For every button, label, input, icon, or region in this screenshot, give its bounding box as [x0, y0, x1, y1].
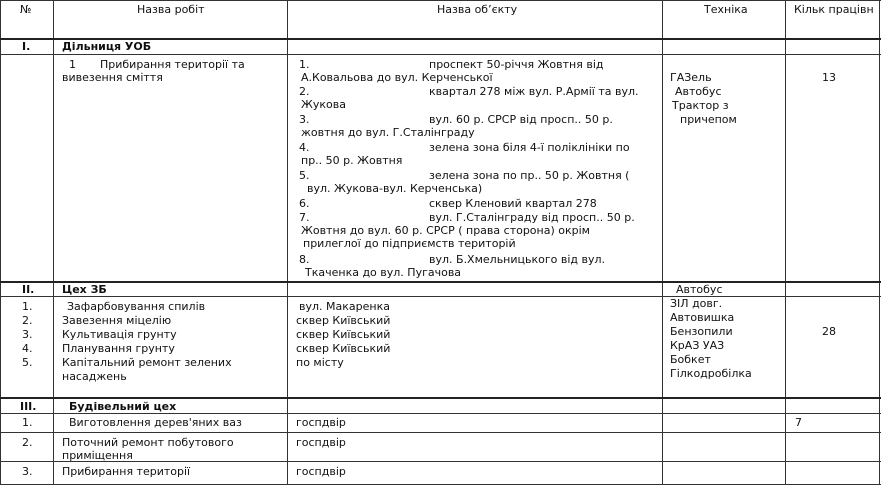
object-item: [299, 113, 639, 139]
object-text: сквер Київський: [296, 314, 391, 327]
header-work: Назва робіт: [137, 3, 205, 16]
tech-item: Гілкодробілка: [670, 367, 752, 380]
tech-item: Бобкет: [670, 353, 711, 366]
work-name: Поточний ремонт побутового: [62, 436, 234, 449]
object-number: 1.: [299, 58, 310, 71]
header-no: №: [20, 3, 32, 16]
work-name: насаджень: [62, 370, 127, 383]
object-item: [299, 58, 639, 84]
row-divider: [0, 0, 881, 1]
object-number: 8.: [299, 253, 310, 266]
object-number: 7.: [299, 211, 310, 224]
tech-item: Трактор з: [672, 99, 729, 112]
tech-item: ГАЗель: [670, 71, 712, 84]
object-text: вул. Г.Сталінграду від просп.. 50 р.: [429, 211, 635, 224]
object-text: зелена зона по пр.. 50 р. Жовтня (: [429, 169, 630, 182]
workers-count: 28: [822, 325, 836, 338]
object-item: [299, 197, 639, 210]
work-name: Зафарбовування спилів: [67, 300, 206, 313]
work-name: вивезення сміття: [62, 71, 163, 84]
work-name: Прибирання території: [62, 465, 191, 478]
row-number: 3.: [22, 328, 33, 341]
work-name: Завезення міцелію: [62, 314, 172, 327]
object-text: госпдвір: [296, 465, 346, 478]
row-number: 2.: [22, 436, 33, 449]
work-name: Виготовлення дерев'яних ваз: [69, 416, 242, 429]
section-number: ІІ.: [22, 283, 35, 296]
object-text: сквер Київський: [296, 328, 391, 341]
section-number: ІІІ.: [20, 400, 37, 413]
object-text: по місту: [296, 356, 344, 369]
row-number: 1.: [22, 300, 33, 313]
row-number: 2.: [22, 314, 33, 327]
row-divider: [0, 397, 881, 399]
row-number: 1.: [22, 416, 33, 429]
tech-item: Автовишка: [670, 311, 735, 324]
section-title: Будівельний цех: [69, 400, 177, 413]
section-title: Цех ЗБ: [62, 283, 107, 296]
object-number: 2.: [299, 85, 310, 98]
tech-item: КрАЗ УАЗ: [670, 339, 725, 352]
object-text: квартал 278 між вул. Р.Армії та вул.: [429, 85, 639, 98]
object-item: [299, 85, 639, 111]
object-text: проспект 50-річчя Жовтня від: [429, 58, 604, 71]
object-text: госпдвір: [296, 416, 346, 429]
object-item: [299, 211, 639, 250]
object-text: сквер Київський: [296, 342, 391, 355]
row-number: 3.: [22, 465, 33, 478]
row-number: 5.: [22, 356, 33, 369]
work-name: Планування грунту: [62, 342, 175, 355]
header-object: Назва об’єкту: [437, 3, 518, 16]
header-tech: Техніка: [704, 3, 748, 16]
object-number: 6.: [299, 197, 310, 210]
object-text: сквер Кленовий квартал 278: [429, 197, 597, 210]
object-text: зелена зона біля 4-ї поліклініки по: [429, 141, 630, 154]
tech-item: причепом: [680, 113, 737, 126]
work-number: 1: [69, 58, 76, 71]
object-text: вул. Б.Хмельницького від вул.: [429, 253, 606, 266]
tech-item: Бензопили: [670, 325, 733, 338]
tech-item: ЗІЛ довг.: [670, 297, 723, 310]
workers-count: 13: [822, 71, 836, 84]
object-text: жовтня до вул. Г.Сталінграду: [301, 126, 475, 139]
header-workers: Кільк працівн: [794, 3, 874, 16]
object-text: вул. 60 р. СРСР від просп.. 50 р.: [429, 113, 613, 126]
object-text: Жукова: [301, 98, 346, 111]
row-divider: [0, 432, 881, 433]
object-text: прилеглої до підприємств територій: [303, 237, 516, 250]
object-item: [299, 141, 639, 167]
row-divider: [0, 281, 881, 283]
work-name: Капітальний ремонт зелених: [62, 356, 232, 369]
object-item: [299, 253, 639, 279]
row-divider: [0, 296, 881, 297]
object-number: 5.: [299, 169, 310, 182]
row-number: 4.: [22, 342, 33, 355]
work-name: Прибирання території та: [100, 58, 245, 71]
object-text: вул. Жукова-вул. Керченська): [307, 182, 483, 195]
object-text: Жовтня до вул. 60 р. СРСР ( права сторона) окрім: [301, 224, 590, 237]
object-number: 3.: [299, 113, 310, 126]
workers-count: 7: [795, 416, 802, 429]
tech-item: Автобус: [676, 283, 723, 296]
row-divider: [0, 54, 881, 55]
object-text: пр.. 50 р. Жовтня: [301, 154, 403, 167]
object-text: Ткаченка до вул. Пугачова: [305, 266, 462, 279]
work-name: Культивація грунту: [62, 328, 177, 341]
object-text: А.Ковальова до вул. Керченської: [301, 71, 493, 84]
section-title: Дільниця УОБ: [62, 40, 152, 53]
row-divider: [0, 413, 881, 414]
tech-item: Автобус: [675, 85, 722, 98]
object-number: 4.: [299, 141, 310, 154]
object-item: [299, 169, 639, 195]
object-text: вул. Макаренка: [299, 300, 390, 313]
object-text: госпдвір: [296, 436, 346, 449]
work-name: приміщення: [62, 449, 133, 462]
section-number: І.: [22, 40, 31, 53]
